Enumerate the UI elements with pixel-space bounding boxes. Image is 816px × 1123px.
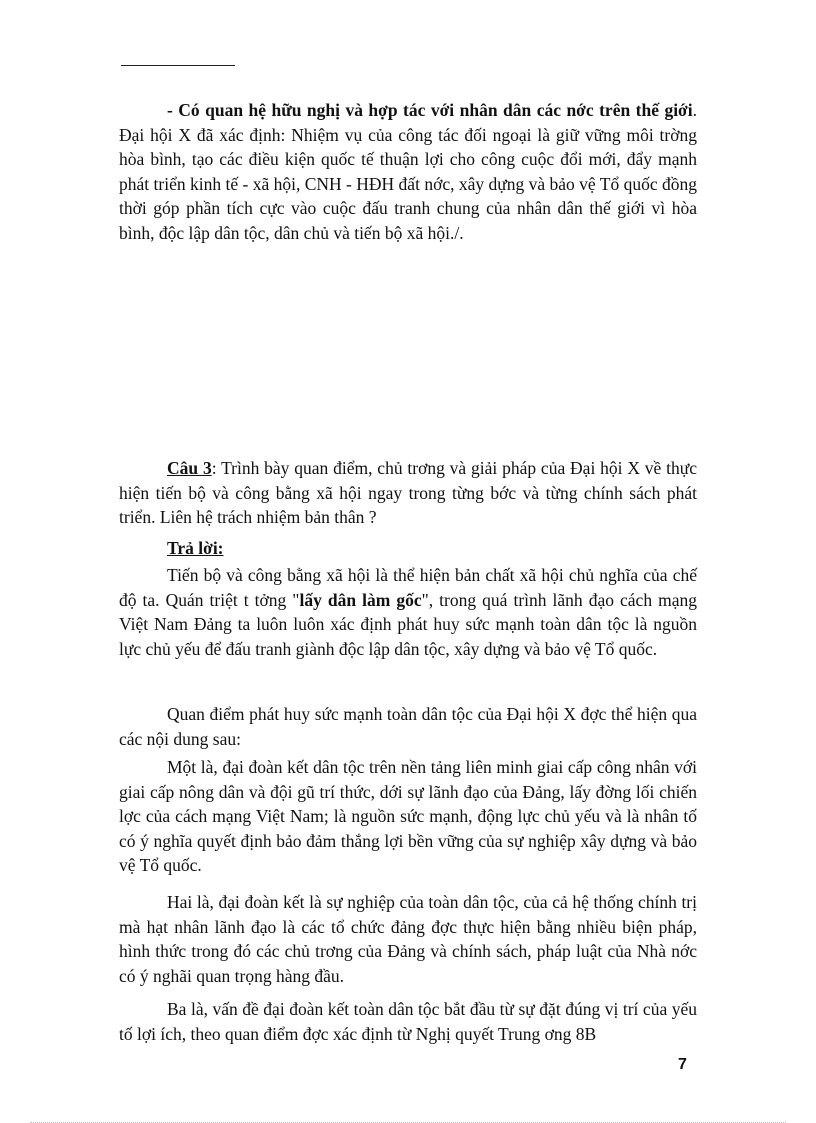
question-text: : Trình bày quan điểm, chủ trơng và giải pháp của Đại hội X về thực hiện tiến bộ và công bằng xã hội ngay trong từng bớc và từng chính sách phát triển. Liên hệ trách nhiệm bản thân ? (119, 458, 697, 527)
paragraph-emphasis: lấy dân làm gốc (299, 589, 422, 610)
paragraph-text: Một là, đại đoàn kết dân tộc trên nền tảng liên minh giai cấp công nhân với giai cấp nông dân và đội gũ trí thức, dới sự lãnh đạo của Đảng, lấy đờng lối chiến lợc của cách mạng Việt Nam; là nguồn sức mạnh, động lực chủ yếu và là nhân tố có ý nghĩa quyết định bảo đảm thắng lợi bền vững của sự nghiệp xây dựng và bảo vệ Tổ quốc. (119, 757, 697, 875)
paragraph-text: Quan điểm phát huy sức mạnh toàn dân tộc của Đại hội X đợc thể hiện qua các nội dung sau: (119, 704, 697, 749)
answer-label: Trả lời: (167, 538, 224, 558)
answer-heading (119, 536, 697, 561)
paragraph-progress-equity (119, 563, 697, 661)
paragraph-point-three (119, 997, 697, 1046)
paragraph-point-two (119, 890, 697, 988)
paragraph-text-a: Tiến bộ và công bằng xã hội là thể hiện bản chất xã hội chủ nghĩa của chế độ ta. Quán triệt t tởng " (119, 565, 697, 610)
paragraph-viewpoint (119, 702, 697, 751)
paragraph-foreign-relations (119, 98, 697, 245)
paragraph-text-b: ", trong quá trình lãnh đạo cách mạng Việt Nam Đảng ta luôn luôn xác định phát huy sức mạnh toàn dân tộc là nguồn lực chủ yếu để đấu tranh giành độc lập dân tộc, xây dựng và bảo vệ Tổ quốc. (119, 589, 697, 659)
paragraph-point-one (119, 755, 697, 878)
paragraph-text: Ba là, vấn đề đại đoàn kết toàn dân tộc bắt đầu từ sự đặt đúng vị trí của yếu tố lợi ích, theo quan điểm đợc xác định từ Nghị quyết Trung ơng 8B (119, 999, 697, 1044)
page-number: 7 (678, 1056, 687, 1073)
footnote-separator-line (121, 65, 235, 66)
paragraph-body: . Đại hội X đã xác định: Nhiệm vụ của công tác đối ngoại là giữ vững môi trờng hòa bình, tạo các điều kiện quốc tế thuận lợi cho công cuộc đổi mới, đẩy mạnh phát triển kinh tế - xã hội, CNH - HĐH đất nớc, xây dựng và bảo vệ Tổ quốc đồng thời góp phần tích cực vào cuộc đấu tranh chung của nhân dân thế giới vì hòa bình, độc lập dân tộc, dân chủ và tiến bộ xã hội./. (119, 100, 697, 243)
paragraph-lead-bold: - Có quan hệ hữu nghị và hợp tác với nhân dân các nớc trên thế giới (167, 100, 693, 120)
question-label: Câu 3 (167, 458, 212, 478)
question-3 (119, 456, 697, 530)
paragraph-text: Hai là, đại đoàn kết là sự nghiệp của toàn dân tộc, của cả hệ thống chính trị mà hạt nhân lãnh đạo là các tổ chức đảng đợc thực hiện bằng nhiều biện pháp, hình thức trong đó các chủ trơng của Đảng và chính sách, pháp luật của Nhà nớc có ý nghãi quan trọng hàng đầu. (119, 892, 697, 986)
